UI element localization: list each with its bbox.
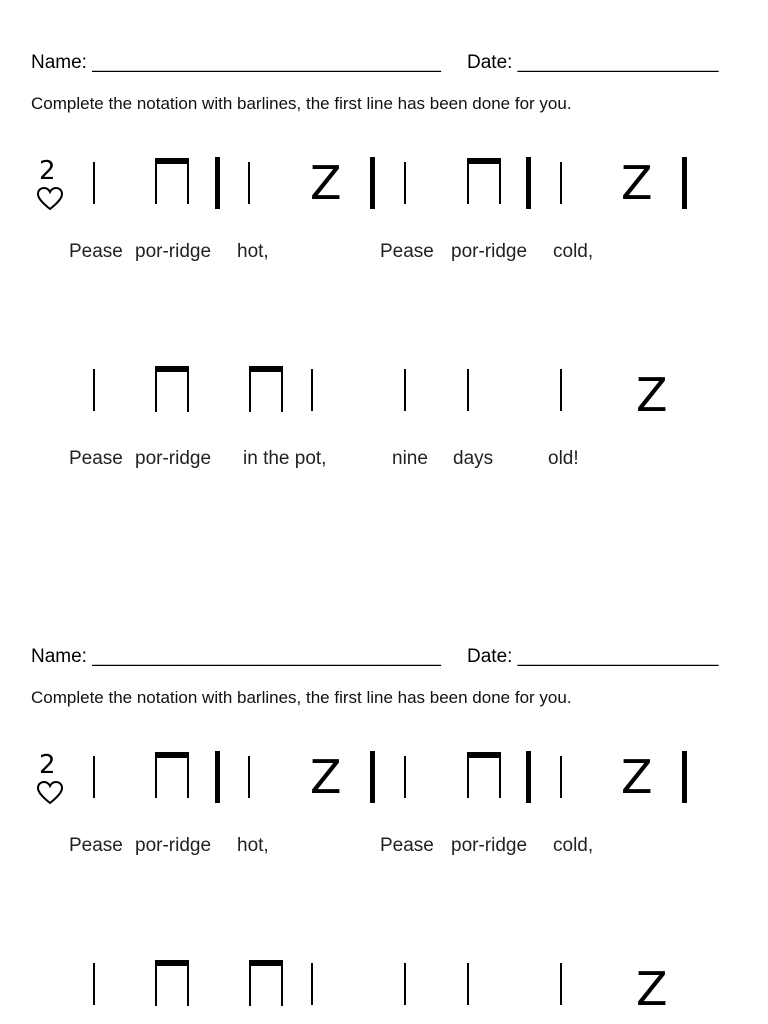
crotchet-note bbox=[93, 162, 95, 204]
crotchet-note bbox=[93, 963, 95, 1005]
barline bbox=[682, 157, 687, 209]
rest-symbol: Z bbox=[636, 962, 668, 1016]
time-signature-number: 2 bbox=[39, 156, 56, 186]
lyric-word: old! bbox=[548, 448, 579, 469]
lyric-word: Pease bbox=[69, 241, 123, 262]
lyric-word: cold, bbox=[553, 241, 594, 262]
rest-symbol: Z bbox=[310, 750, 342, 804]
instruction-text: Complete the notation with barlines, the first line has been done for you. bbox=[31, 94, 572, 113]
rest-symbol: Z bbox=[621, 750, 653, 804]
instruction-text: Complete the notation with barlines, the first line has been done for you. bbox=[31, 688, 572, 707]
lyric-word: por-ridge bbox=[135, 241, 212, 262]
crotchet-note bbox=[248, 162, 250, 204]
lyric-word: in the pot, bbox=[243, 448, 327, 469]
crotchet-note bbox=[404, 963, 406, 1005]
barline bbox=[370, 157, 375, 209]
crotchet-note bbox=[560, 963, 562, 1005]
barline bbox=[682, 751, 687, 803]
heart-beat-icon bbox=[36, 780, 64, 806]
crotchet-note bbox=[560, 162, 562, 204]
lyric-word: cold, bbox=[553, 835, 594, 856]
crotchet-note bbox=[560, 756, 562, 798]
barline bbox=[215, 157, 220, 209]
lyric-word: Pease bbox=[69, 448, 123, 469]
rest-symbol: Z bbox=[636, 368, 668, 422]
crotchet-note bbox=[560, 369, 562, 411]
crotchet-note bbox=[467, 963, 469, 1005]
lyric-word: Pease bbox=[380, 835, 434, 856]
crotchet-note bbox=[467, 369, 469, 411]
date-field[interactable]: Date: ___________________ bbox=[467, 646, 719, 667]
crotchet-note bbox=[404, 369, 406, 411]
barline bbox=[370, 751, 375, 803]
lyric-word: por-ridge bbox=[451, 241, 528, 262]
crotchet-note bbox=[404, 162, 406, 204]
crotchet-note bbox=[404, 756, 406, 798]
date-field[interactable]: Date: ___________________ bbox=[467, 52, 719, 73]
crotchet-note bbox=[93, 756, 95, 798]
lyric-word: days bbox=[453, 448, 494, 469]
lyric-word: hot, bbox=[237, 835, 269, 856]
lyric-word: hot, bbox=[237, 241, 269, 262]
lyric-word: por-ridge bbox=[135, 448, 212, 469]
crotchet-note bbox=[311, 963, 313, 1005]
crotchet-note bbox=[93, 369, 95, 411]
crotchet-note bbox=[248, 756, 250, 798]
name-field[interactable]: Name: _________________________________ bbox=[31, 52, 441, 73]
barline bbox=[526, 157, 531, 209]
name-field[interactable]: Name: _________________________________ bbox=[31, 646, 441, 667]
lyric-word: Pease bbox=[380, 241, 434, 262]
lyric-word: nine bbox=[392, 448, 428, 469]
lyric-word: por-ridge bbox=[451, 835, 528, 856]
time-signature-number: 2 bbox=[39, 750, 56, 780]
rest-symbol: Z bbox=[621, 156, 653, 210]
lyric-word: por-ridge bbox=[135, 835, 212, 856]
barline bbox=[526, 751, 531, 803]
rest-symbol: Z bbox=[310, 156, 342, 210]
barline bbox=[215, 751, 220, 803]
heart-beat-icon bbox=[36, 186, 64, 212]
crotchet-note bbox=[311, 369, 313, 411]
lyric-word: Pease bbox=[69, 835, 123, 856]
